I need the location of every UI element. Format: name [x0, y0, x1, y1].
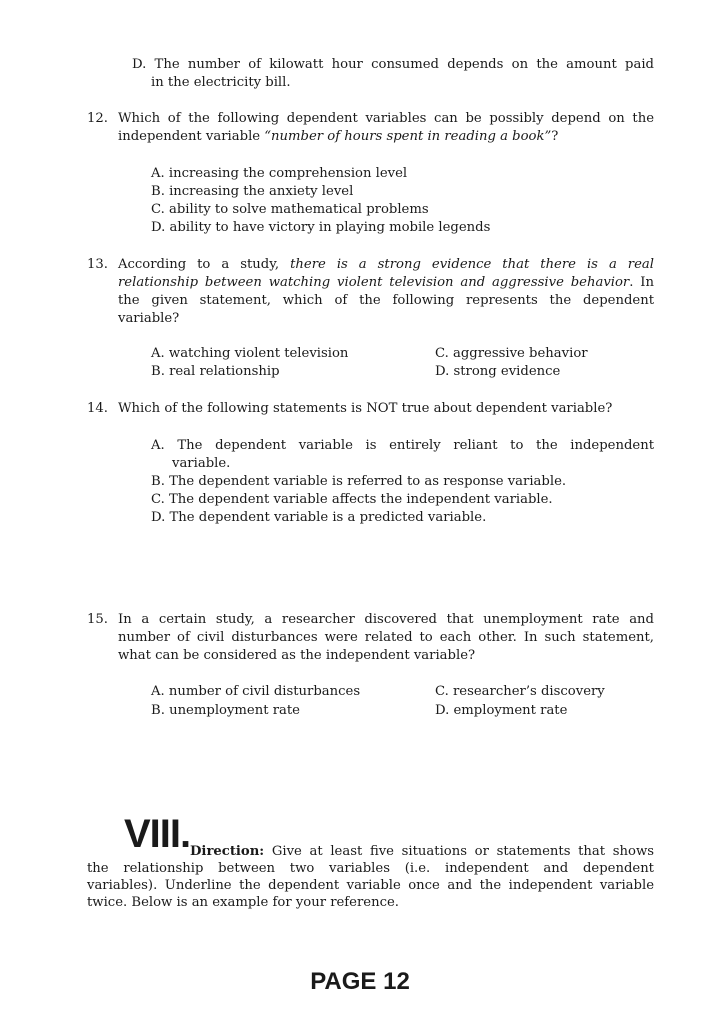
page-number: PAGE 12	[310, 968, 410, 995]
q13-option-c: C. aggressive behavior	[435, 346, 588, 361]
q12-quoted-variable: “number of hours spent in reading a book”	[264, 129, 552, 144]
q12-option-a: A. increasing the comprehension level	[151, 166, 408, 181]
q14-option-a: A. The dependent variable is entirely reliant to the independent	[151, 438, 654, 453]
q15-text-line2: number of civil disturbances were related to each other. In such statement,	[118, 630, 654, 645]
section8-direction-line4: twice. Below is an example for your reference.	[87, 895, 399, 910]
q13-number: 13.	[87, 257, 108, 272]
q13-prefix: According to a study,	[118, 257, 291, 272]
q13-option-d: D. strong evidence	[435, 364, 561, 379]
q14-option-a-cont: variable.	[172, 456, 231, 471]
q14-number: 14.	[87, 401, 108, 416]
q11-option-d: D. The number of kilowatt hour consumed depends on the amount paid	[132, 57, 654, 72]
q14-option-c: C. The dependent variable affects the independent variable.	[151, 492, 553, 507]
q12-number: 12.	[87, 111, 108, 126]
section8-direction-line1	[190, 843, 654, 861]
q13-italic-part1: there is a strong evidence that there is a real	[290, 257, 654, 272]
q13-option-a: A. watching violent television	[151, 346, 349, 361]
q14-question: Which of the following statements is NOT true about dependent variable?	[118, 401, 613, 416]
section-numeral: VIII.	[124, 812, 191, 856]
q11-option-d-cont: in the electricity bill.	[151, 75, 291, 90]
q15-text-line1: In a certain study, a researcher discovered that unemployment rate and	[118, 612, 654, 627]
q13-italic-part2: relationship between watching violent television and aggressive behavior	[118, 275, 630, 290]
q13-option-b: B. real relationship	[151, 364, 280, 379]
q12-option-d: D. ability to have victory in playing mobile legends	[151, 220, 491, 235]
q15-number: 15.	[87, 612, 108, 627]
q12-text-line1: Which of the following dependent variables can be possibly depend on the	[118, 111, 654, 126]
q12-prefix: independent variable	[118, 129, 265, 144]
q15-text-line3: what can be considered as the independent variable?	[118, 648, 476, 663]
q13-text-line2	[118, 274, 654, 292]
q12-suffix: ?	[551, 129, 559, 144]
q13-text-line1	[118, 256, 654, 274]
direction-label: Direction:	[190, 844, 265, 859]
q13-text-line4: variable?	[118, 311, 180, 326]
section8-direction-line2: the relationship between two variables (i.e. independent and dependent	[87, 861, 654, 876]
section8-direction-line3: variables). Underline the dependent variable once and the independent variable	[87, 878, 654, 893]
q12-option-b: B. increasing the anxiety level	[151, 184, 354, 199]
q15-option-a: A. number of civil disturbances	[151, 684, 361, 699]
q14-option-d: D. The dependent variable is a predicted variable.	[151, 510, 487, 525]
q15-option-d: D. employment rate	[435, 703, 568, 718]
q12-text-line2	[118, 128, 558, 146]
q15-option-b: B. unemployment rate	[151, 703, 300, 718]
q13-text-line3: the given statement, which of the following represents the dependent	[118, 293, 654, 308]
q14-option-b: B. The dependent variable is referred to as response variable.	[151, 474, 567, 489]
q12-option-c: C. ability to solve mathematical problems	[151, 202, 429, 217]
q13-suffix: . In	[629, 275, 654, 290]
direction-text: Give at least five situations or statements that shows	[271, 844, 655, 859]
q15-option-c: C. researcher’s discovery	[435, 684, 605, 699]
